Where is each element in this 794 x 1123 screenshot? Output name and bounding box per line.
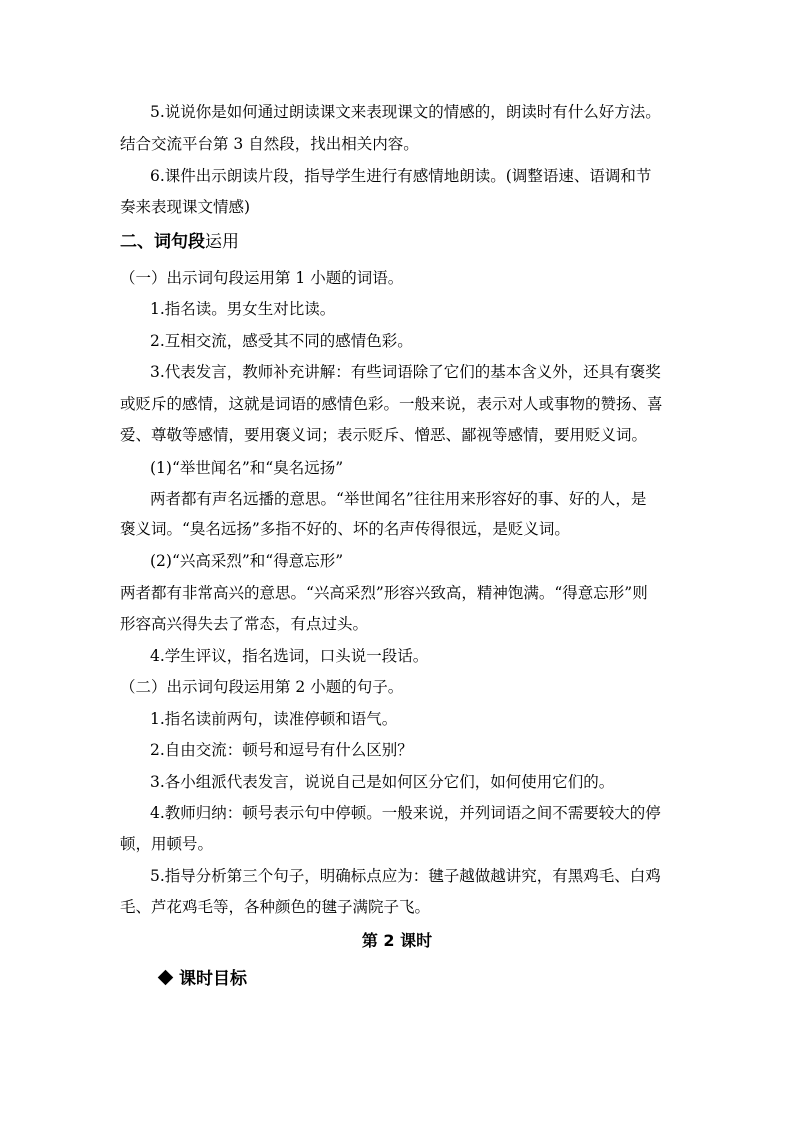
paragraph-line: 奏来表现课文情感)	[120, 198, 251, 216]
sub-item: (1)“举世闻名”和“臭名远扬”	[150, 459, 344, 477]
part-title: （二）出示词句段运用第 2 小题的句子。	[120, 678, 404, 696]
list-item: 顿，用顿号。	[120, 835, 214, 853]
list-item: 爱、尊敬等感情，要用褒义词；表示贬斥、憎恶、鄙视等感情，要用贬义词。	[120, 426, 648, 444]
part-title: （一）出示词句段运用第 1 小题的词语。	[120, 269, 404, 287]
list-item: 1.指名读。男女生对比读。	[150, 300, 336, 318]
list-item: 毛、芦花鸡毛等，各种颜色的毽子满院子飞。	[120, 898, 431, 916]
paragraph-line: 6.课件出示朗读片段，指导学生进行有感情地朗读。(调整语速、语调和节	[150, 167, 652, 185]
objectives-heading-text: 课时目标	[179, 969, 247, 989]
lesson-title: 第 2 课时	[361, 931, 433, 950]
list-item: 2.互相交流，感受其不同的感情色彩。	[150, 332, 413, 350]
list-item: 3.代表发言，教师补充讲解：有些词语除了它们的基本含义外，还具有褒奖	[150, 363, 661, 381]
list-item: 5.指导分析第三个句子，明确标点应为：毽子越做越讲究，有黑鸡毛、白鸡	[150, 867, 661, 885]
objectives-heading	[160, 968, 247, 990]
sub-item-text: 形容高兴得失去了常态，有点过头。	[120, 615, 369, 633]
diamond-bullet-icon	[158, 970, 174, 986]
list-item: 3.各小组派代表发言，说说自己是如何区分它们，如何使用它们的。	[150, 773, 615, 791]
list-item: 2.自由交流：顿号和逗号有什么区别？	[150, 741, 413, 759]
paragraph-line: 5.说说你是如何通过朗读课文来表现课文的情感的，朗读时有什么好方法。	[150, 103, 661, 121]
sub-item: (2)“兴高采烈”和“得意忘形”	[150, 552, 344, 570]
section-heading-rest: 运用	[205, 232, 239, 252]
sub-item-text: 褒义词。“臭名远扬”多指不好的、坏的名声传得很远，是贬义词。	[120, 520, 570, 538]
sub-item-text: 两者都有声名远播的意思。“举世闻名”往往用来形容好的事、好的人，是	[150, 490, 647, 508]
section-heading-bold: 二、词句段	[120, 232, 205, 252]
list-item: 1.指名读前两句，读准停顿和语气。	[150, 710, 398, 728]
paragraph-line: 结合交流平台第 3 自然段，找出相关内容。	[120, 135, 419, 153]
sub-item-text: 两者都有非常高兴的意思。“兴高采烈”形容兴致高，精神饱满。“得意忘形”则	[120, 584, 648, 602]
section-heading	[120, 231, 690, 253]
list-item: 或贬斥的感情，这就是词语的感情色彩。一般来说，表示对人或事物的赞扬、喜	[120, 395, 663, 413]
list-item: 4.教师归纳：顿号表示句中停顿。一般来说，并列词语之间不需要较大的停	[150, 804, 661, 822]
list-item: 4.学生评议，指名选词，口头说一段话。	[150, 647, 429, 665]
